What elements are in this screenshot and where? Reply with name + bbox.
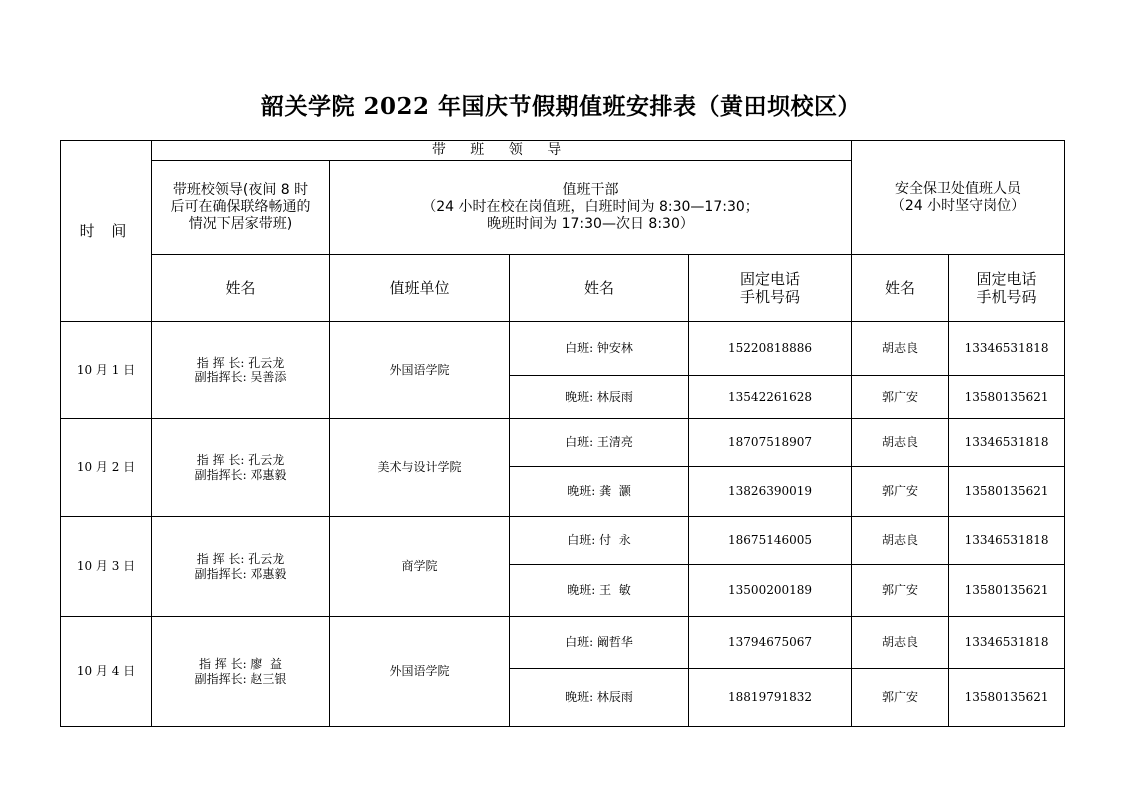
unit-cell: 商学院 xyxy=(330,517,510,617)
leader-commander: 指 挥 长: 孔云龙 xyxy=(196,355,285,370)
header-leader-group: 带 班 领 导 xyxy=(152,141,852,161)
header-leader-col xyxy=(152,161,330,255)
unit-cell: 美术与设计学院 xyxy=(330,419,510,517)
night-shift-name: 晚班: 王 敏 xyxy=(510,565,689,617)
header-phone xyxy=(689,255,852,322)
security-night-name: 郭广安 xyxy=(852,669,949,727)
security-day-phone: 13346531818 xyxy=(949,419,1065,467)
day-shift-name: 白班: 王清亮 xyxy=(510,419,689,467)
date-cell: 10 月 1 日 xyxy=(61,322,152,419)
header-security xyxy=(852,141,1065,255)
header-security-line: （24 小时坚守岗位） xyxy=(890,197,1026,214)
header-unit: 值班单位 xyxy=(330,255,510,322)
security-day-phone: 13346531818 xyxy=(949,617,1065,669)
night-shift-name: 晚班: 林辰雨 xyxy=(510,376,689,419)
table-row xyxy=(61,517,1065,565)
day-shift-phone: 15220818886 xyxy=(689,322,852,376)
date-cell: 10 月 2 日 xyxy=(61,419,152,517)
leader-commander: 指 挥 长: 廖 益 xyxy=(198,657,283,672)
unit-cell: 外国语学院 xyxy=(330,322,510,419)
day-shift-name: 白班: 钟安林 xyxy=(510,322,689,376)
security-night-phone: 13580135621 xyxy=(949,467,1065,517)
header-leader-line: 情况下居家带班) xyxy=(188,215,293,232)
security-night-phone: 13580135621 xyxy=(949,565,1065,617)
security-day-phone: 13346531818 xyxy=(949,517,1065,565)
security-night-name: 郭广安 xyxy=(852,376,949,419)
security-night-phone: 13580135621 xyxy=(949,669,1065,727)
header-duty-line: 晚班时间为 17:30—次日 8:30） xyxy=(487,215,694,232)
header-sec-phone-line: 固定电话 xyxy=(976,270,1037,288)
table-row xyxy=(61,617,1065,669)
security-night-name: 郭广安 xyxy=(852,565,949,617)
header-leader-name: 姓名 xyxy=(152,255,330,322)
leader-deputy: 副指挥长: 邓惠毅 xyxy=(194,566,287,581)
leader-deputy: 副指挥长: 吴善添 xyxy=(194,370,287,384)
table-row xyxy=(61,419,1065,467)
header-phone-line: 固定电话 xyxy=(740,270,801,288)
night-shift-phone: 13500200189 xyxy=(689,565,852,617)
leader-cell xyxy=(152,419,330,517)
leader-deputy: 副指挥长: 赵三银 xyxy=(194,671,287,686)
header-leader-line: 后可在确保联络畅通的 xyxy=(170,199,311,216)
day-shift-phone: 18675146005 xyxy=(689,517,852,565)
security-day-phone: 13346531818 xyxy=(949,322,1065,376)
header-phone-line: 手机号码 xyxy=(740,288,801,306)
table-row xyxy=(61,322,1065,376)
leader-cell xyxy=(152,322,330,419)
date-cell: 10 月 3 日 xyxy=(61,517,152,617)
header-duty-line: （24 小时在校在岗值班，白班时间为 8:30—17:30； xyxy=(422,199,759,216)
night-shift-phone: 13826390019 xyxy=(689,467,852,517)
leader-commander: 指 挥 长: 孔云龙 xyxy=(196,552,285,567)
header-time: 时 间 xyxy=(61,141,152,322)
leader-cell xyxy=(152,517,330,617)
night-shift-name: 晚班: 林辰雨 xyxy=(510,669,689,727)
security-day-name: 胡志良 xyxy=(852,322,949,376)
leader-commander: 指 挥 长: 孔云龙 xyxy=(196,453,285,468)
night-shift-name: 晚班: 龚 灏 xyxy=(510,467,689,517)
security-night-phone: 13580135621 xyxy=(949,376,1065,419)
day-shift-phone: 13794675067 xyxy=(689,617,852,669)
security-day-name: 胡志良 xyxy=(852,419,949,467)
header-duty-name: 姓名 xyxy=(510,255,689,322)
leader-cell xyxy=(152,617,330,727)
date-cell: 10 月 4 日 xyxy=(61,617,152,727)
day-shift-name: 白班: 付 永 xyxy=(510,517,689,565)
header-security-line: 安全保卫处值班人员 xyxy=(895,180,1022,197)
unit-cell: 外国语学院 xyxy=(330,617,510,727)
header-sec-phone xyxy=(949,255,1065,322)
security-night-name: 郭广安 xyxy=(852,467,949,517)
security-day-name: 胡志良 xyxy=(852,517,949,565)
header-leader-line: 带班校领导(夜间 8 时 xyxy=(172,182,309,199)
header-duty-line: 值班干部 xyxy=(562,182,619,199)
day-shift-name: 白班: 阚哲华 xyxy=(510,617,689,669)
day-shift-phone: 18707518907 xyxy=(689,419,852,467)
header-sec-name: 姓名 xyxy=(852,255,949,322)
leader-deputy: 副指挥长: 邓惠毅 xyxy=(194,467,287,482)
security-day-name: 胡志良 xyxy=(852,617,949,669)
night-shift-phone: 18819791832 xyxy=(689,669,852,727)
duty-schedule-table xyxy=(60,140,1065,727)
page-title: 韶关学院 2022 年国庆节假期值班安排表（黄田坝校区） xyxy=(260,93,862,120)
header-duty-col xyxy=(330,161,852,255)
header-sec-phone-line: 手机号码 xyxy=(976,288,1037,306)
night-shift-phone: 13542261628 xyxy=(689,376,852,419)
